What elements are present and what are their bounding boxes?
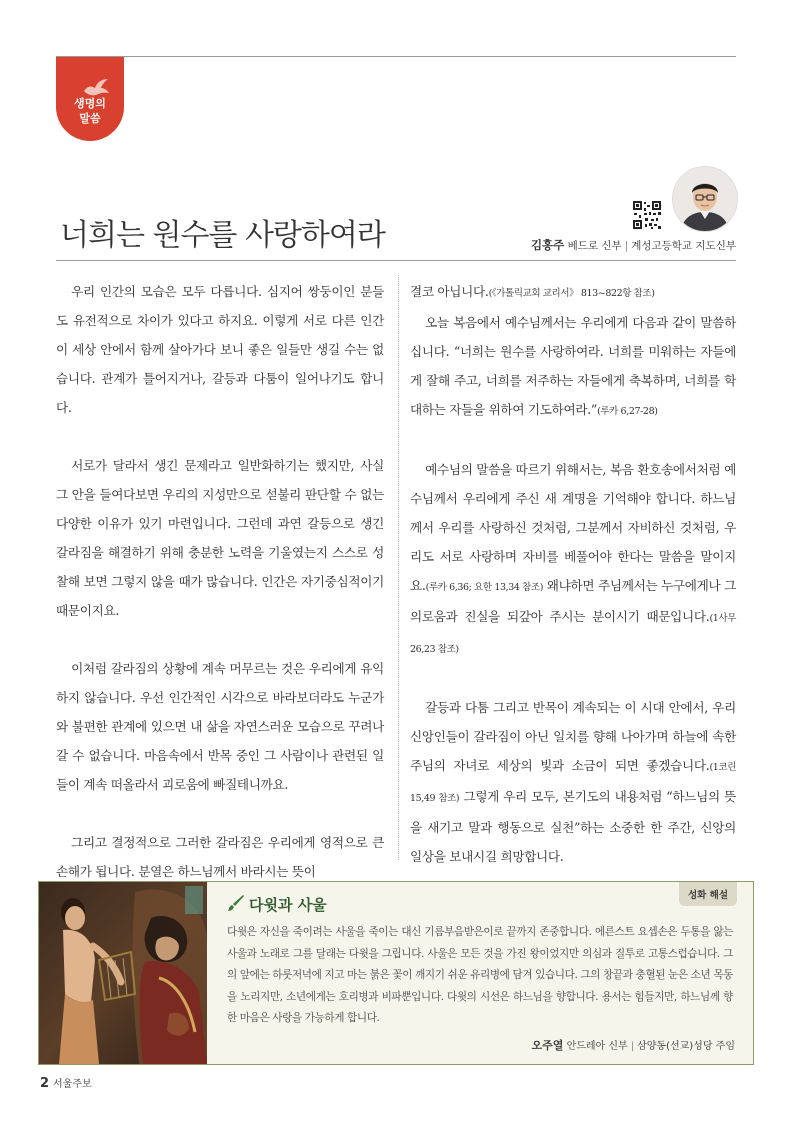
- painting-commentary-box: [38, 881, 754, 1065]
- scripture-reference: (1사무 26,23 참조): [410, 613, 736, 655]
- paragraph: 그리고 결정적으로 그러한 갈라짐은 우리에게 영적으로 큰 손해가 됩니다. 분열은 하느님께서 바라시는 뜻이: [56, 835, 384, 879]
- paintbrush-icon: [227, 894, 245, 912]
- column-divider: [398, 275, 399, 860]
- paragraph: [410, 693, 736, 871]
- badge-line-2: 말씀: [79, 112, 101, 125]
- painting-commentary: 다윗은 자신을 죽이려는 사울을 죽이는 대신 기름부음받은이로 끝까지 존중합니다. 에른스트 요셉손은 두통을 앓는 사울과 노래로 그를 달래는 다윗을 그립니다. 사울은 모든 것을 가진 왕이었지만 의심과 질투로 고통스럽습니다. 그의 앞에는 하룻저녁에 지고 마는 붉은 꽃이 깨지기 쉬운 유리병에 담겨 있습니다. 그의 창끝과 충혈된 눈은 소년 목동을 노리지만, 소년에게는 호리병과 비파뿐입니다. 다윗의 시선은 하느님을 향합니다. 용서는 힘들지만, 하느님께 향한 마음은 사랑을 가능하게 합니다.: [227, 926, 733, 1024]
- page-footer: [40, 1075, 92, 1091]
- left-column: [56, 277, 384, 886]
- paragraph-text: 갈등과 다툼 그리고 반목이 계속되는 이 시대 안에서, 우리 신앙인들이 갈라짐이 아닌 일치를 향해 나아가며 하늘에 속한 주님의 자녀로 세상의 빛과 소금이 되면 좋겠습니다.: [410, 700, 736, 773]
- painting-title: 다윗과 사울: [249, 896, 327, 914]
- painting-image: [39, 882, 207, 1064]
- author-name: 김홍주: [530, 238, 565, 252]
- article-title: 너희는 원수를 사랑하여라: [60, 218, 385, 253]
- paragraph: 서로가 달라서 생긴 문제라고 일반화하기는 했지만, 사실 그 안을 들여다보면 우리의 지성만으로 섣불리 판단할 수 없는 다양한 이유가 있기 마련입니다. 그런데 과연 갈등으로 생긴 갈라짐을 해결하기 위해 충분한 노력을 기울였는지 스스로 성찰해 보면 그렇지 않을 때가 많습니다. 인간은 자기중심적이기 때문이지요.: [56, 458, 384, 618]
- paragraph: [410, 308, 736, 426]
- article-author: 김홍주 베드로 신부 | 계성고등학교 지도신부: [530, 238, 736, 252]
- author-name: 오주열: [531, 1039, 564, 1052]
- paragraph-text: 결코 아닙니다.: [410, 284, 489, 299]
- painting-author: 오주열 안드레아 신부 | 삼양동(선교)성당 주임: [531, 1039, 735, 1052]
- paragraph: 이처럼 갈라짐의 상황에 계속 머무르는 것은 우리에게 유익하지 않습니다. 우선 인간적인 시각으로 바라보더라도 누군가와 불편한 관계에 있으면 내 삶을 자연스러운 모습으로 꾸려나갈 수 없습니다. 마음속에서 반목 중인 그 사람이나 관련된 일들이 계속 떠올라서 괴로움에 빠질테니까요.: [56, 661, 384, 792]
- paragraph-text: 그렇게 우리 모두, 본기도의 내용처럼 “하느님의 뜻을 새기고 말과 행동으로 실천”하는 소중한 한 주간, 신앙의 일상을 보내시길 희망합니다.: [410, 789, 736, 864]
- paragraph-text: 왜냐하면 주님께서는 누구에게나 그 의로움과 진실을 되갚아 주시는 분이시기 때문입니다.: [410, 578, 736, 624]
- scripture-reference: (루카 6,27-28): [597, 406, 658, 417]
- title-rule: [56, 260, 736, 261]
- scripture-reference: (《가톨릭교회 교리서》 813~822항 참조): [488, 288, 655, 299]
- top-rule: [56, 56, 736, 57]
- publication-name: 서울주보: [53, 1079, 92, 1090]
- paragraph-text: 오늘 복음에서 예수님께서는 우리에게 다음과 같이 말씀하십니다. “너희는 원수를 사랑하여라. 너희를 미워하는 자들에게 잘해 주고, 너희를 저주하는 자들에게 축복하며, 너희를 학대하는 자들을 위하여 기도하여라.”: [410, 315, 736, 417]
- david-and-saul-painting-icon: [39, 882, 207, 1064]
- page-number: 2: [40, 1076, 50, 1091]
- painting-tag: 성화 해설: [679, 882, 737, 906]
- section-badge: [56, 57, 124, 141]
- author-avatar: [672, 166, 738, 232]
- author-portrait-icon: [673, 167, 737, 231]
- right-column: [410, 277, 736, 871]
- paragraph: [410, 277, 736, 308]
- qr-code-icon[interactable]: [632, 200, 662, 230]
- paragraph-text: 예수님의 말씀을 따르기 위해서는, 복음 환호송에서처럼 예수님께서 우리에게 주신 새 계명을 기억해야 합니다. 하느님께서 우리를 사랑하신 것처럼, 그분께서 자비하신 것처럼, 우리도 서로 사랑하며 자비를 베풀어야 한다는 말씀을 말이지요.: [410, 462, 736, 593]
- scripture-reference: (루카 6,36; 요한 13,34 참조): [425, 582, 544, 593]
- author-baptismal-name: 베드로 신부: [567, 240, 622, 252]
- paragraph: 우리 인간의 모습은 모두 다릅니다. 심지어 쌍둥이인 분들도 유전적으로 차이가 있다고 하지요. 이렇게 서로 다른 인간이 세상 안에서 함께 살아가다 보니 좋은 일들만 생길 수는 없습니다. 관계가 틀어지거나, 갈등과 다툼이 일어나기도 합니다.: [56, 284, 384, 415]
- author-role: 삼양동(선교)성당 주임: [637, 1041, 735, 1052]
- scripture-reference: (1코린 15,49 참조): [410, 762, 736, 804]
- paragraph: [410, 455, 736, 664]
- author-baptismal-name: 안드레아 신부: [566, 1041, 628, 1052]
- dove-icon: [82, 77, 110, 99]
- author-role: 계성고등학교 지도신부: [631, 240, 736, 252]
- badge-line-1: 생명의: [74, 97, 106, 110]
